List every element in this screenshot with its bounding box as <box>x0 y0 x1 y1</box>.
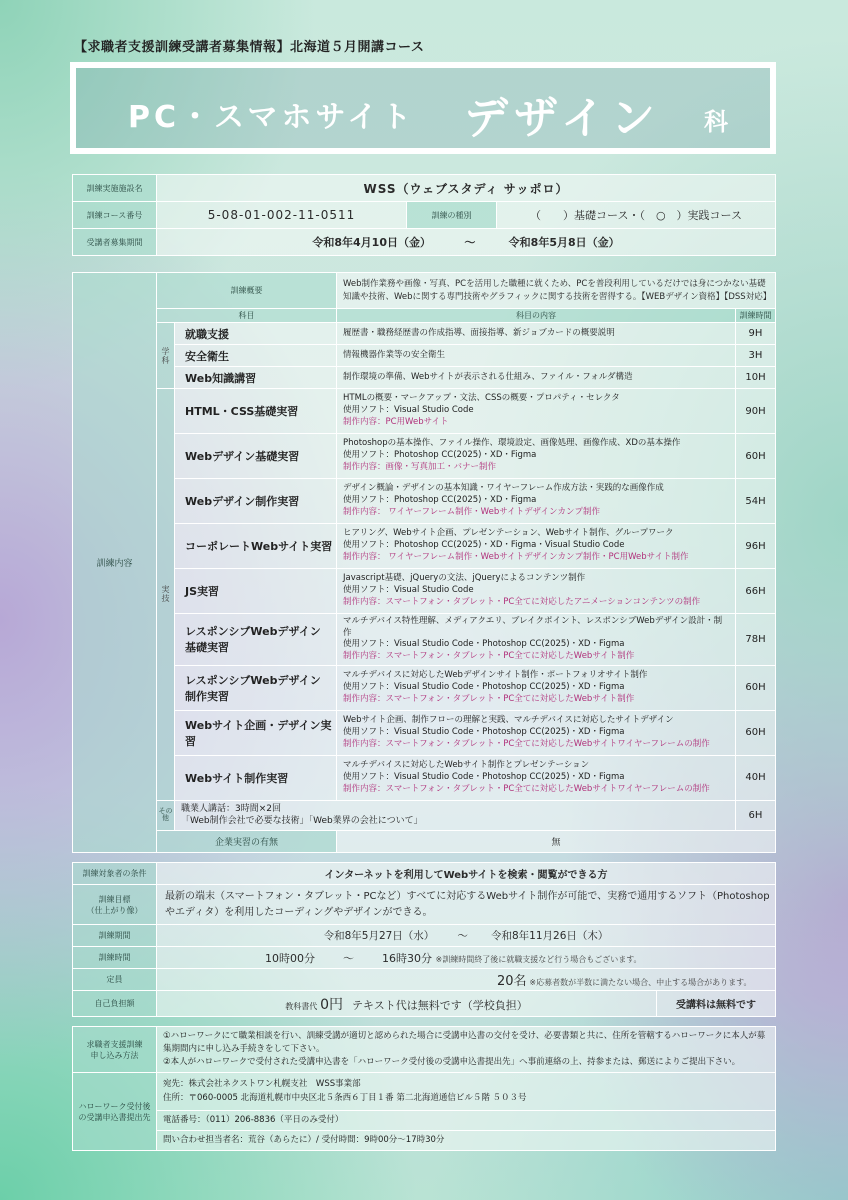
subject-content: HTMLの概要・マークアップ・文法、CSSの概要・プロパティ・セレクタ 使用ソフト：Visual Studio Code 制作内容：PC用Webサイト <box>337 389 736 434</box>
title-small: PC・スマホサイト <box>128 100 416 135</box>
subject-hours: 78H <box>736 614 776 666</box>
training-side-label: 訓練内容 <box>73 273 157 853</box>
col-hours: 訓練時間 <box>736 309 776 323</box>
training-content-table <box>72 272 776 853</box>
dest-contact: 問い合わせ担当者名：荒谷（あらたに）/ 受付時間：9時00分〜17時30分 <box>157 1131 776 1151</box>
subject-hours: 90H <box>736 389 776 434</box>
subject-content: マルチデバイス特性理解、メディアクエリ、ブレイクポイント、レスポンシブWebデザイン設計・制作 使用ソフト：Visual Studio Code・Photoshop CC(2025)・XD・Figma 制作内容：スマートフォン・タブレット・PC全てに対応したWebサイト制作 <box>337 614 736 666</box>
subject-name: 安全衛生 <box>175 345 337 367</box>
course-no-label: 訓練コース番号 <box>73 202 157 229</box>
dest-label: ハローワーク受付後 の受講申込書提出先 <box>73 1073 157 1151</box>
period-start: 令和8年4月10日（金） <box>312 236 431 249</box>
overview-label: 訓練概要 <box>157 273 337 309</box>
tuition-free: 受講料は無料です <box>657 991 776 1017</box>
target-label: 訓練対象者の条件 <box>73 863 157 885</box>
subject-name: Webサイト企画・デザイン実習 <box>175 710 337 755</box>
subject-content: マルチデバイスに対応したWebサイト制作とプレゼンテーション 使用ソフト：Visual Studio Code・Photoshop CC(2025)・XD・Figma 制作内容：スマートフォン・タブレット・PC全てに対応したWebサイトワイヤーフレームの制作 <box>337 755 736 800</box>
period-tilde: 〜 <box>464 236 476 249</box>
group-jitsugi: 実技 <box>157 389 175 801</box>
col-content: 科目の内容 <box>337 309 736 323</box>
period-end: 令和8年5月8日（金） <box>508 236 620 249</box>
company-label: 企業実習の有無 <box>157 830 337 852</box>
other-hours: 6H <box>736 800 776 830</box>
facility-label: 訓練実施施設名 <box>73 175 157 202</box>
subject-name: Webサイト制作実習 <box>175 755 337 800</box>
overview-text: Web制作業務や画像・写真、PCを活用した職種に就くため、PCを普段利用しているだけでは身につかない基礎知識や技術、Webに関する専門技術やグラフィックに関する技術を習得する。【WEBデザイン資格】【DSS対応】 <box>337 273 776 309</box>
training-time: 10時00分 〜 16時30分 ※訓練時間終了後に就職支援など行う場合もございます。 <box>157 947 776 969</box>
kind-value: （ ）基礎コース・（ ○ ）実践コース <box>497 202 776 229</box>
title-suffix: 科 <box>704 108 728 136</box>
target-value: インターネットを利用してWebサイトを検索・閲覧ができる方 <box>157 863 776 885</box>
training-period-label: 訓練期間 <box>73 925 157 947</box>
facility-value: WSS（ウェブスタディ サッポロ） <box>157 175 776 202</box>
training-time-label: 訓練時間 <box>73 947 157 969</box>
subject-content: デザイン概論・デザインの基本知識・ワイヤーフレーム作成方法・実践的な画像作成 使用ソフト：Photoshop CC(2025)・XD・Figma 制作内容： ワイヤーフレーム制作・Webサイトデザインカンプ制作 <box>337 479 736 524</box>
subject-hours: 66H <box>736 569 776 614</box>
cost-label: 自己負担額 <box>73 991 157 1017</box>
subject-name: HTML・CSS基礎実習 <box>175 389 337 434</box>
subject-content: ヒアリング、Webサイト企画、プレゼンテーション、Webサイト制作、グループワーク 使用ソフト：Photoshop CC(2025)・XD・Figma・Visual Studio Code 制作内容： ワイヤーフレーム制作・Webサイトデザインカンプ制作・PC用Webサイト制作 <box>337 524 736 569</box>
title-big: デザイン <box>464 93 661 144</box>
capacity: 20名 ※応募者数が半数に満たない場合、中止する場合があります。 <box>157 969 776 991</box>
subject-hours: 3H <box>736 345 776 367</box>
subject-name: Webデザイン基礎実習 <box>175 434 337 479</box>
subject-name: JS実習 <box>175 569 337 614</box>
subject-name: レスポンシブWebデザイン 制作実習 <box>175 665 337 710</box>
subject-name: Webデザイン制作実習 <box>175 479 337 524</box>
subject-name: コーポレートWebサイト実習 <box>175 524 337 569</box>
subject-content: 履歴書・職務経歴書の作成指導、面接指導、新ジョブカードの概要説明 <box>337 323 736 345</box>
group-other: その他 <box>157 800 175 830</box>
kind-label: 訓練の種別 <box>407 202 497 229</box>
subject-content: マルチデバイスに対応したWebデザインサイト制作・ポートフォリオサイト制作 使用ソフト：Visual Studio Code・Photoshop CC(2025)・XD・Figma 制作内容：スマートフォン・タブレット・PC全てに対応したWebサイト制作 <box>337 665 736 710</box>
group-gakka: 学科 <box>157 323 175 389</box>
subject-content: 情報機器作業等の安全衛生 <box>337 345 736 367</box>
subject-hours: 54H <box>736 479 776 524</box>
recruit-period <box>157 229 776 256</box>
subject-name: 就職支援 <box>175 323 337 345</box>
goal-label: 訓練目標 （仕上がり像） <box>73 885 157 925</box>
page-header-line: 【求職者支援訓練受講者募集情報】北海道５月開講コース <box>74 40 425 55</box>
capacity-label: 定員 <box>73 969 157 991</box>
subject-hours: 60H <box>736 665 776 710</box>
other-content: 職業人講話：3時間×2回 「Web制作会社で必要な技術」「Web業界の会社について」 <box>175 800 736 830</box>
subject-name: レスポンシブWebデザイン 基礎実習 <box>175 614 337 666</box>
method-label: 求職者支援訓練 申し込み方法 <box>73 1027 157 1073</box>
col-subject: 科目 <box>157 309 337 323</box>
subject-content: Photoshopの基本操作、ファイル操作、環境設定、画像処理、画像作成、XDの基本操作 使用ソフト：Photoshop CC(2025)・XD・Figma 制作内容：画像・写真加工・バナー制作 <box>337 434 736 479</box>
training-period: 令和8年5月27日（水） 〜 令和8年11月26日（木） <box>157 925 776 947</box>
application-table <box>72 1026 776 1151</box>
subject-hours: 40H <box>736 755 776 800</box>
cost-value: 教科書代 0円 テキスト代は無料です（学校負担） <box>157 991 657 1017</box>
method-text: ①ハローワークにて職業相談を行い、訓練受講が適切と認められた場合に受講申込書の交付を受け、必要書類と共に、住所を管轄するハローワークに本人が募集期間内に申し込み手続きをして下さい。 ②本人がハローワークで受付された受講申込書を「ハローワーク受付後の受講申込書提出先」へ事前連絡の上、持参または、郵送によりご提出下さい。 <box>157 1027 776 1073</box>
dest-tel: 電話番号：（011）206-8836（平日のみ受付） <box>157 1111 776 1131</box>
subject-content: Javascript基礎、jQueryの文法、jQueryによるコンテンツ制作 使用ソフト：Visual Studio Code 制作内容：スマートフォン・タブレット・PC全てに対応したアニメーションコンテンツの制作 <box>337 569 736 614</box>
company-value: 無 <box>337 830 776 852</box>
subject-hours: 60H <box>736 434 776 479</box>
subject-content: Webサイト企画、制作フローの理解と実践、マルチデバイスに対応したサイトデザイン 使用ソフト：Visual Studio Code・Photoshop CC(2025)・XD・Figma 制作内容：スマートフォン・タブレット・PC全てに対応したWebサイトワイヤーフレームの制作 <box>337 710 736 755</box>
dest-address: 宛先：株式会社ネクストワン札幌支社 WSS事業部 住所：〒060-0005 北海道札幌市中央区北５条西６丁目１番 第二北海道通信ビル５階 ５０３号 <box>157 1073 776 1111</box>
course-no-value: 5-08-01-002-11-0511 <box>157 202 407 229</box>
period-label: 受講者募集期間 <box>73 229 157 256</box>
course-title-box <box>70 62 776 154</box>
course-info-table <box>72 174 776 256</box>
conditions-table <box>72 862 776 1017</box>
goal-value: 最新の端末（スマートフォン・タブレット・PCなど）すべてに対応するWebサイト制作が可能で、実務で通用するソフト（Photoshopやエディタ）を利用したコーディングやデザインができる。 <box>157 885 776 925</box>
subject-content: 制作環境の準備、Webサイトが表示される仕組み、ファイル・フォルダ構造 <box>337 367 736 389</box>
subject-hours: 60H <box>736 710 776 755</box>
subject-hours: 9H <box>736 323 776 345</box>
subject-name: Web知識講習 <box>175 367 337 389</box>
subject-hours: 10H <box>736 367 776 389</box>
subject-hours: 96H <box>736 524 776 569</box>
